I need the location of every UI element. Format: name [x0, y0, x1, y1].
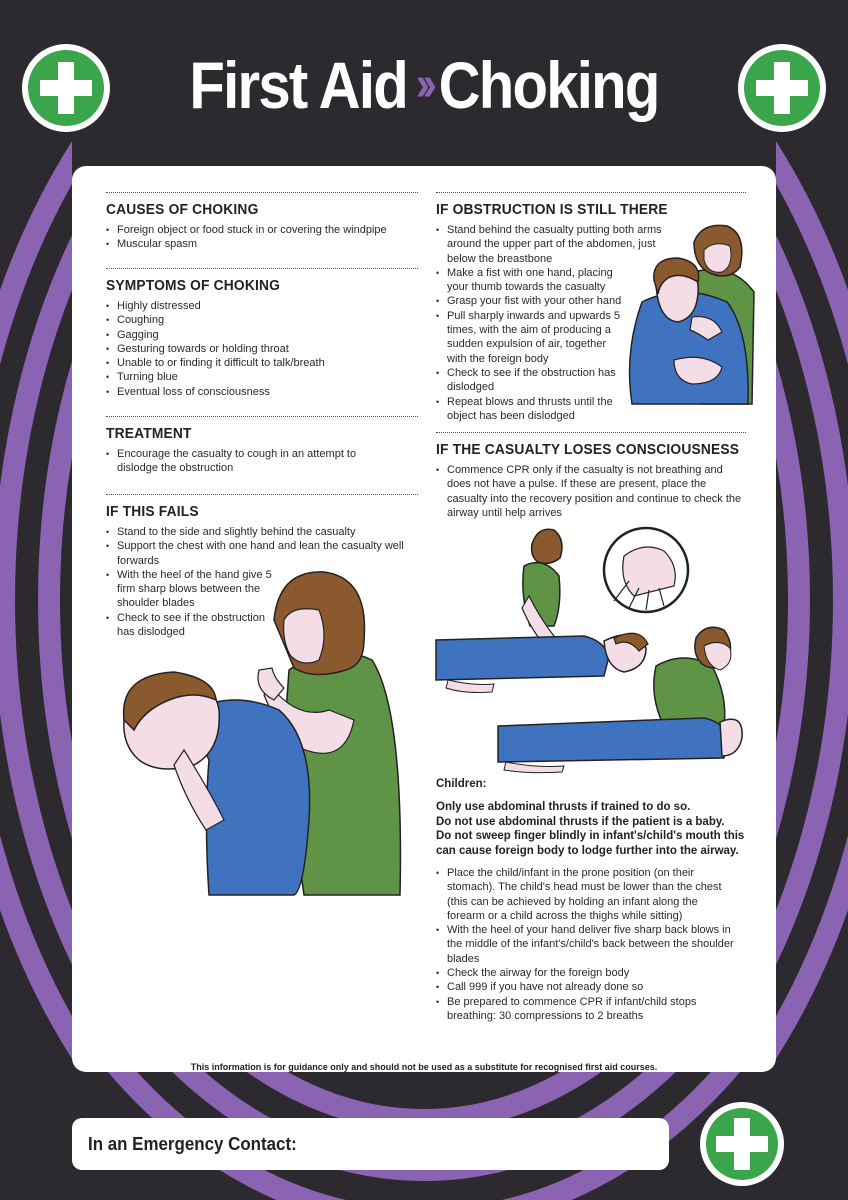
emergency-contact-label: In an Emergency Contact: — [88, 1134, 297, 1154]
title-separator: ›› — [415, 58, 430, 111]
cpr-illustration — [434, 526, 744, 774]
dotted-divider — [106, 192, 418, 193]
list-item: • Check the airway for the foreign body — [436, 966, 736, 980]
list-item: • Turning blue — [106, 370, 418, 384]
dotted-divider — [106, 268, 418, 269]
loses-consciousness-section — [436, 432, 746, 520]
list-item: • Highly distressed — [106, 299, 418, 313]
list-item: • Coughing — [106, 313, 418, 327]
symptoms-section — [106, 268, 418, 399]
list-item: • Encourage the casualty to cough in an attempt to dislodge the obstruction — [106, 447, 396, 476]
list-item: • Be prepared to commence CPR if infant/child stops breathing: 30 compressions to 2 breaths — [436, 995, 732, 1024]
list-item: • With the heel of the hand give 5 firm sharp blows between the shoulder blades — [106, 568, 287, 611]
list-item: • Stand behind the casualty putting both arms around the upper part of the abdomen, just below the breastbone — [436, 223, 687, 266]
list-item: • Grasp your fist with your other hand — [436, 294, 647, 308]
children-section — [436, 866, 736, 1023]
first-aid-cross-icon — [698, 1100, 786, 1188]
symptoms-list — [106, 299, 418, 399]
children-list — [436, 866, 736, 1023]
dotted-divider — [436, 432, 746, 433]
dotted-divider — [436, 192, 746, 193]
list-item: • With the heel of your hand deliver five sharp back blows in the middle of the infant's/child's back between the shoulder blades — [436, 923, 736, 966]
back-blows-illustration — [114, 560, 410, 900]
list-item: • Foreign object or food stuck in or covering the windpipe — [106, 223, 418, 237]
section-heading: IF OBSTRUCTION IS STILL THERE — [436, 202, 668, 218]
list-item: • Pull sharply inwards and upwards 5 times, with the aim of producing a sudden expulsion of air, together with the foreign body — [436, 309, 627, 366]
list-item: • Support the chest with one hand and lean the casualty well forwards — [106, 539, 417, 568]
children-heading: Children: — [436, 778, 487, 790]
list-item: • Gesturing towards or holding throat — [106, 342, 418, 356]
section-heading: CAUSES OF CHOKING — [106, 202, 259, 218]
first-aid-cross-icon — [20, 42, 112, 134]
list-item: • Check to see if the obstruction has dislodged — [106, 611, 267, 640]
section-heading: TREATMENT — [106, 426, 192, 442]
title-part1: First Aid — [189, 48, 407, 122]
list-item: • Muscular spasm — [106, 237, 418, 251]
section-heading: IF THE CASUALTY LOSES CONSCIOUSNESS — [436, 442, 740, 458]
list-item: • Commence CPR only if the casualty is not breathing and does not have a pulse. If these are present, place the casualty into the recovery position and continue to check the airway until help arrives — [436, 463, 743, 520]
title-part2: Choking — [438, 48, 659, 122]
warning-line: Do not sweep finger blindly in infant's/child's mouth this — [436, 830, 745, 842]
list-item: • Make a fist with one hand, placing your thumb towards the casualty — [436, 266, 637, 295]
list-item: • Stand to the side and slightly behind the casualty — [106, 525, 417, 539]
children-warnings — [436, 800, 756, 858]
list-item: • Place the child/infant in the prone position (on their stomach). The child's head must be lower than the chest (this can be achieved by holding an infant along the forearm or a child across the thighs while sitting) — [436, 866, 736, 923]
abdominal-thrust-illustration — [622, 222, 758, 406]
causes-list — [106, 223, 418, 252]
causes-section — [106, 192, 418, 252]
treatment-list — [106, 447, 396, 476]
list-item: • Eventual loss of consciousness — [106, 385, 418, 399]
list-item: • Gagging — [106, 328, 418, 342]
list-item: • Unable to or finding it difficult to talk/breath — [106, 356, 418, 370]
treatment-section — [106, 416, 396, 476]
warning-line: Only use abdominal thrusts if trained to do so. — [436, 801, 691, 813]
page-title — [51, 48, 797, 122]
section-heading: SYMPTOMS OF CHOKING — [106, 278, 281, 294]
section-heading: IF THIS FAILS — [106, 504, 199, 520]
list-item: • Repeat blows and thrusts until the object has been dislodged — [436, 395, 637, 424]
warning-line: can cause foreign body to lodge further into the airway. — [436, 844, 739, 857]
list-item: • Call 999 if you have not already done so — [436, 980, 736, 994]
dotted-divider — [106, 416, 418, 417]
emergency-contact-box — [72, 1118, 669, 1170]
warning-line: Do not use abdominal thrusts if the patient is a baby. — [436, 815, 725, 828]
loses-consciousness-list — [436, 463, 746, 520]
dotted-divider — [106, 494, 418, 495]
list-item: • Check to see if the obstruction has dislodged — [436, 366, 622, 395]
disclaimer-text: This information is for guidance only and should not be used as a substitute for recognised first aid courses. — [190, 1062, 658, 1072]
first-aid-cross-icon — [736, 42, 828, 134]
